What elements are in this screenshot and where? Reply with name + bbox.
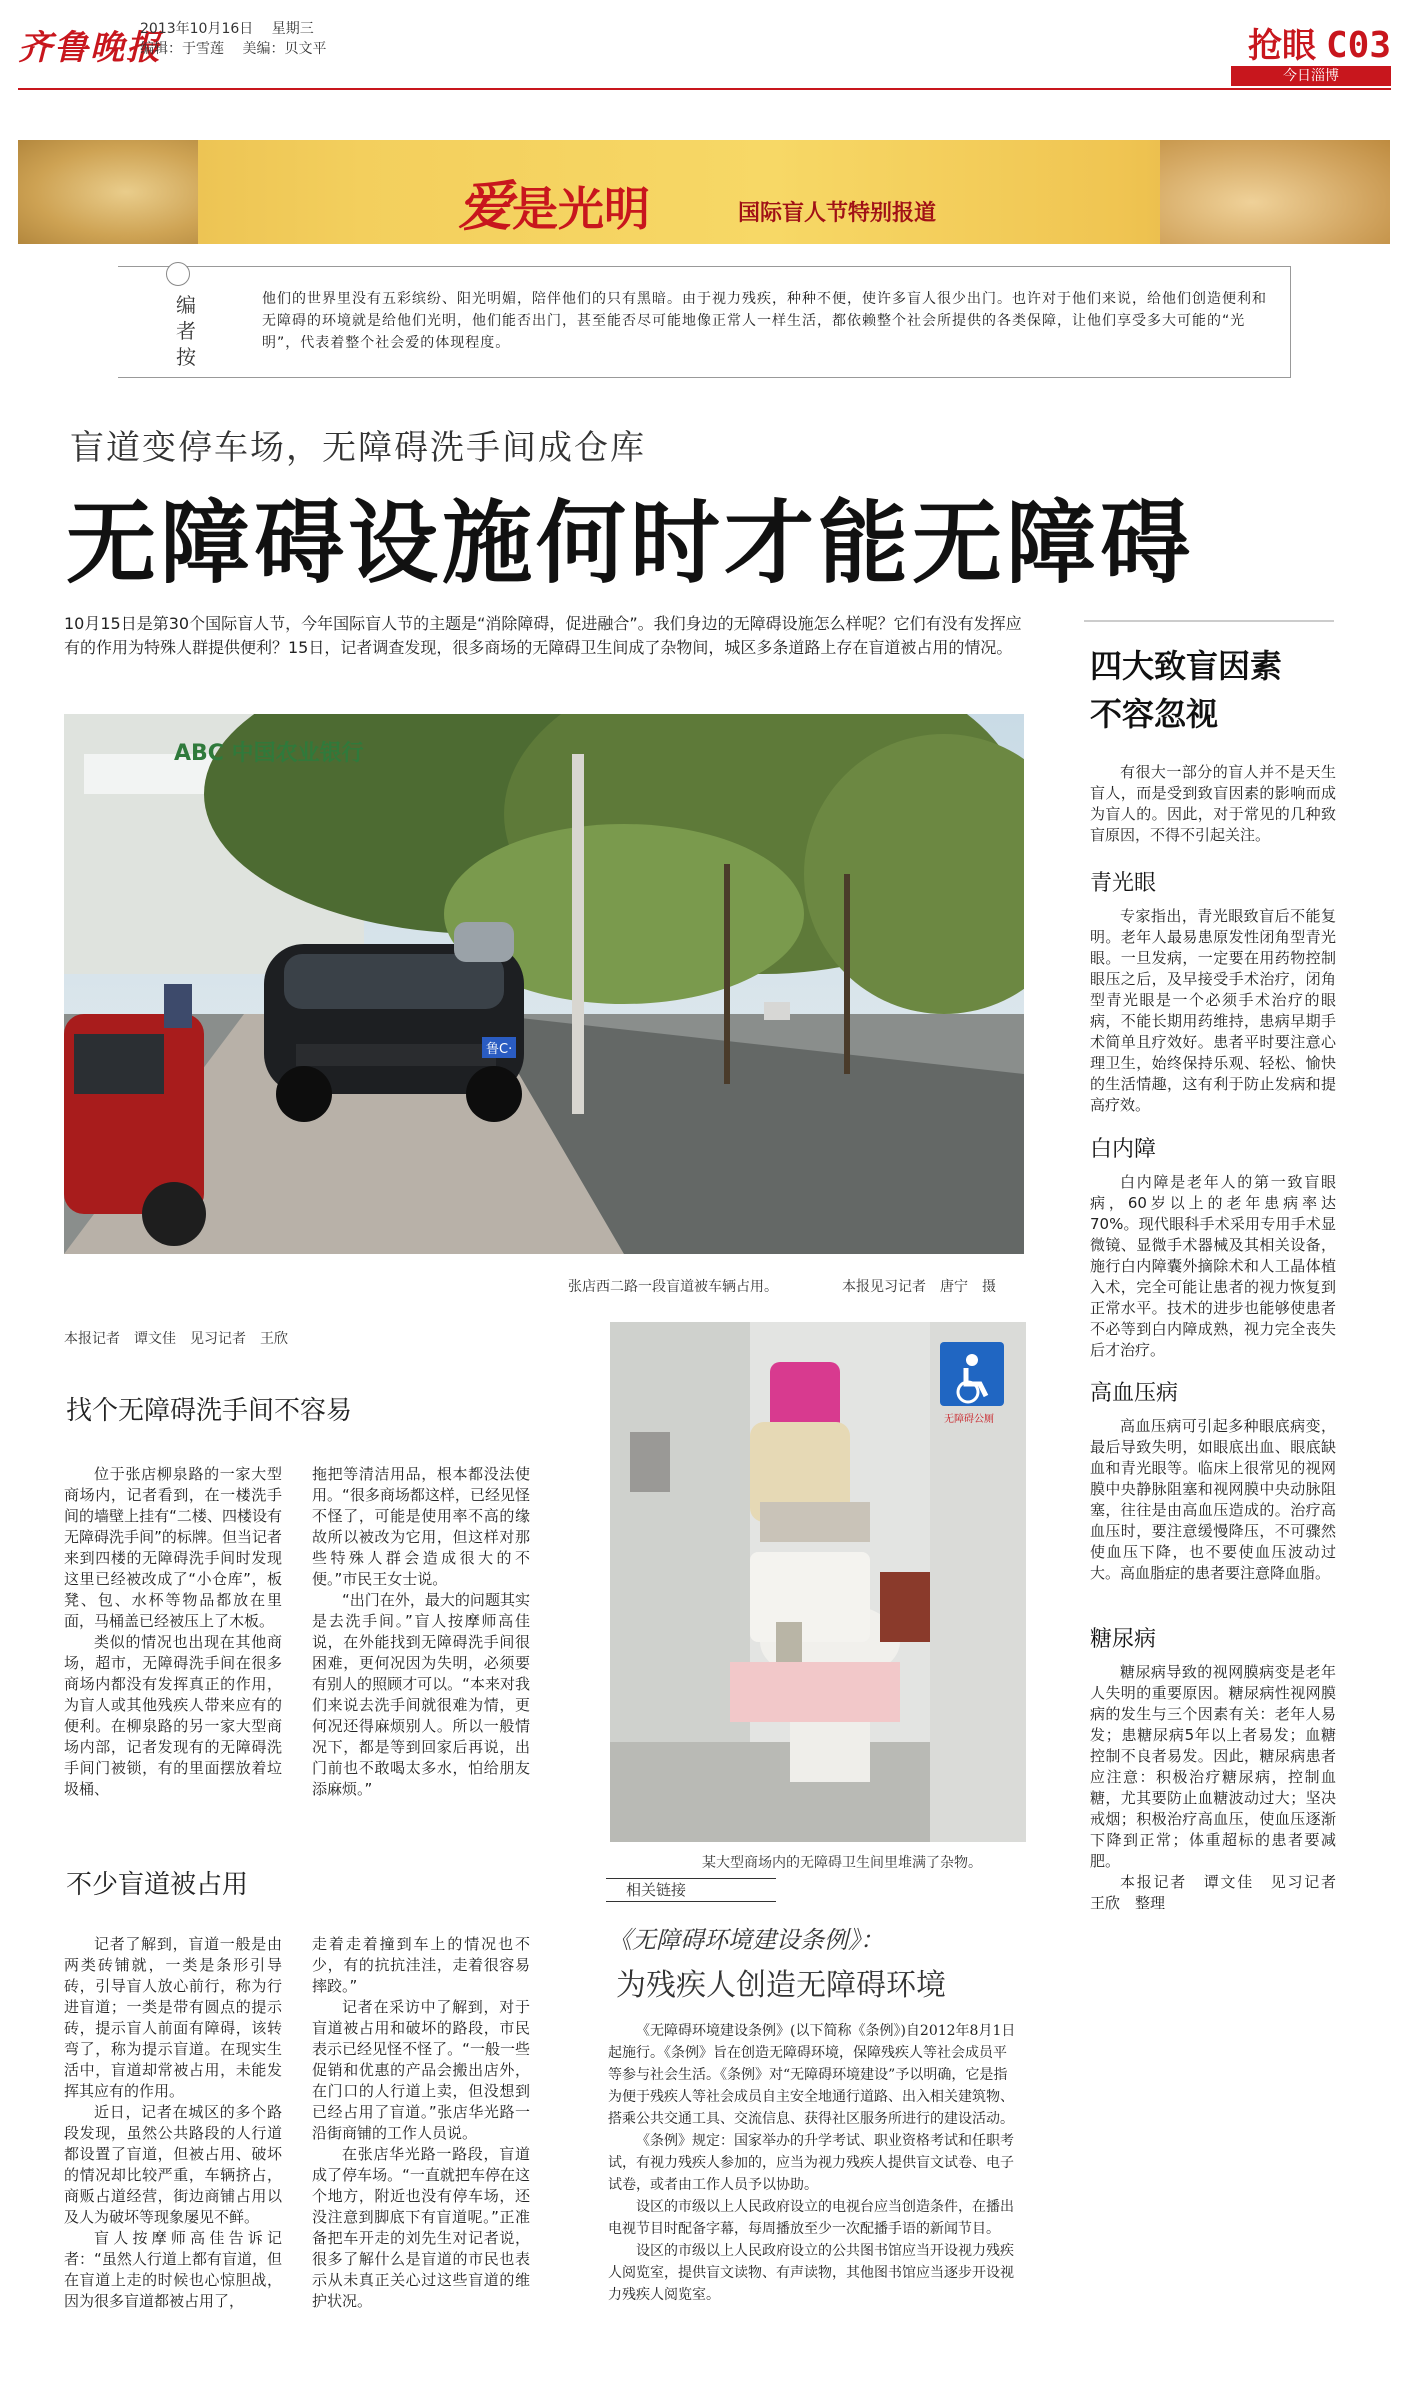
banner-title-rest: 是光明 [512,182,650,236]
subheading-restroom: 找个无障碍洗手间不容易 [66,1396,353,1426]
paragraph: 走着走着撞到车上的情况也不少，有的抗抗洼洼，走着很容易摔跤。” [312,1935,530,1995]
sidebar-heading-cataract: 白内障 [1090,1137,1157,1162]
paragraph: “出门在外，最大的问题其实是去洗手间。”盲人按摩师高佳说，在外能找到无障碍洗手间很困难，更何况因为失明，必须要有别人的照顾才可以。“本来对我们来说去洗手间就很难为情，更何况还得麻烦别人。所以一般情况下，都是等到回家后再说，出门前也不敢喝太多水，怕给朋友添麻烦。” [312,1591,530,1798]
paragraph: 记者在采访中了解到，对于盲道被占用和破坏的路段，市民表示已经见怪不怪了。“一般一些促销和优惠的产品会搬出店外，在门口的人行道上卖，但没想到已经占用了盲道。”张店华光路一沿街商铺的工作人员说。 [312,1998,530,2142]
staff-line [140,38,326,58]
paragraph: 位于张店柳泉路的一家大型商场内，记者看到，在一楼洗手间的墙壁上挂有“二楼、四楼设有无障碍洗手间”的标牌。但当记者来到四楼的无障碍洗手间时发现这里已经被改成了“小仓库”，板凳、包、水杯等物品都放在里面，马桶盖已经被压上了木板。 [64,1465,282,1630]
note-pin-icon [166,262,190,286]
banner-eye-image [18,140,198,244]
article-byline: 本报记者 谭文佳 见习记者 王欣 [64,1331,288,1347]
special-report-banner [18,140,1390,244]
editor-credit: 编辑：于雪莲 [140,41,224,57]
masthead-rule [18,88,1391,90]
paragraph: 近日，记者在城区的多个路段发现，虽然公共路段的人行道都设置了盲道，但被占用、破坏的情况却比较严重，车辆挤占，商贩占道经营，街边商铺占用以及人为破坏等现象屡见不鲜。 [64,2103,282,2226]
restroom-photo [610,1322,1026,1842]
sidebar-glaucoma-text [1090,906,1336,1116]
page-number: C03 [1325,25,1391,66]
article-lead: 10月15日是第30个国际盲人节，今年国际盲人节的主题是“消除障碍，促进融合”。我们身边的无障碍设施怎么样呢？它们有没有发挥应有的作用为特殊人群提供便利？15日，记者调查发现，很多商场的无障碍卫生间成了杂物间，城区多条道路上存在盲道被占用的情况。 [64,614,1022,657]
issue-date-line [140,18,314,38]
designer-credit: 美编：贝文平 [242,41,327,57]
license-plate: 鲁C· [482,1037,516,1058]
newspaper-logo: 齐鲁晚报 [18,28,162,68]
photo1-caption: 张店西二路一段盲道被车辆占用。 [568,1279,778,1295]
blind-path-column-1 [64,1934,282,2312]
blind-path-column-2 [312,1934,530,2312]
subheading-blind-path: 不少盲道被占用 [66,1870,249,1900]
sidebar-heading-hypertension: 高血压病 [1090,1381,1179,1406]
sidebar-title [1090,642,1282,738]
sidebar-byline: 本报记者 谭文佳 见习记者 王欣 整理 [1090,1873,1352,1912]
article-kicker: 盲道变停车场，无障碍洗手间成仓库 [70,428,646,468]
issue-date: 2013年10月16日 [140,21,254,37]
related-title-1: 《无障碍环境建设条例》： [608,1926,884,1954]
paragraph: 类似的情况也出现在其他商场，超市，无障碍洗手间在很多商场内都没有发挥真正的作用，为盲人或其他残疾人带来应有的便利。在柳泉路的另一家大型商场内部，记者发现有的无障碍洗手间门被锁，有的里面摆放着垃圾桶、 [64,1633,282,1798]
paragraph: 糖尿病导致的视网膜病变是老年人失明的重要原因。糖尿病性视网膜病的发生与三个因素有关：老年人易发；患糖尿病5年以上者易发；血糖控制不良者易发。因此，糖尿病患者应注意：积极治疗糖尿病，控制血糖，尤其要防止血糖波动过大；坚决戒烟；积极治疗高血压，使血压逐渐下降到正常；体重超标的患者要减肥。 [1090,1663,1336,1870]
paragraph: 《无障碍环境建设条例》(以下简称《条例》)自2012年8月1日起施行。《条例》旨在创造无障碍环境，保障残疾人等社会成员平等参与社会生活。《条例》对“无障碍环境建设”予以明确，它是指为便于残疾人等社会成员自主安全地通行道路、出入相关建筑物、搭乘公共交通工具、交流信息、获得社区服务所进行的建设活动。 [608,2023,1016,2127]
banner-hand-image [1160,140,1390,244]
street-photo-illustration [64,714,1024,1254]
sidebar-hypertension-text [1090,1416,1336,1584]
section-header [1248,18,1391,67]
photo2-caption: 某大型商场内的无障碍卫生间里堆满了杂物。 [702,1855,982,1871]
editor-note-text: 他们的世界里没有五彩缤纷、阳光明媚，陪伴他们的只有黑暗。由于视力残疾，种种不便，使许多盲人很少出门。也许对于他们来说，给他们创造便利和无障碍的环境就是给他们光明，他们能否出门，甚至能否尽可能地像正常人一样生活，都依赖整个社会所提供的各类保障，让他们享受多大可能的“光明”，代表着整个社会爱的体现程度。 [262,291,1267,351]
related-title-2: 为残疾人创造无障碍环境 [616,1968,946,2003]
editor-note-label: 编者按 [176,293,196,369]
section-subtitle: 今日淄博 [1231,66,1391,86]
banner-title [458,164,650,241]
article-headline: 无障碍设施何时才能无障碍 [66,491,1194,596]
sidebar-heading-glaucoma: 青光眼 [1090,871,1157,896]
sidebar-title-line1: 四大致盲因素 [1090,647,1283,685]
paragraph: 在张店华光路一路段，盲道成了停车场。“一直就把车停在这个地方，附近也没有停车场，还没注意到脚底下有盲道呢。”正准备把车开走的刘先生对记者说，很多了解什么是盲道的市民也表示从未真正关心过这些盲道的维护状况。 [312,2145,530,2310]
restroom-column-2 [312,1464,530,1800]
related-body [608,2020,1018,2306]
accessible-restroom-sign: 无障碍公厕 [944,1414,994,1425]
paragraph: 白内障是老年人的第一致盲眼病，60岁以上的老年患病率达70%。现代眼科手术采用专用手术显微镜、显微手术器械及其相关设备，施行白内障囊外摘除术和人工晶体植入术，完全可能让患者的视力恢复到正常水平。技术的进步也能够使患者不必等到白内障成熟，视力完全丧失后才治疗。 [1090,1173,1336,1359]
related-link-tag: 相关链接 [606,1878,776,1902]
paragraph: 盲人按摩师高佳告诉记者：“虽然人行道上都有盲道，但在盲道上走的时候也心惊胆战，因为很多盲道都被占用了， [64,2229,282,2310]
sidebar-rule [1084,620,1334,622]
paragraph: 拖把等清洁用品，根本都没法使用。“很多商场都这样，已经见怪不怪了，可能是使用率不高的缘故所以被改为它用，但这样对那些特殊人群会造成很大的不便。”市民王女士说。 [312,1465,530,1588]
sidebar-intro [1090,762,1336,846]
sidebar-cataract-text [1090,1172,1336,1361]
editor-note-tag [118,262,218,380]
paragraph: 设区的市级以上人民政府设立的电视台应当创造条件，在播出电视节目时配备字幕，每周播放至少一次配播手语的新闻节目。 [608,2199,1014,2237]
sidebar-title-line2: 不容忽视 [1090,695,1219,733]
street-photo [64,714,1024,1254]
banner-subtitle: 国际盲人节特别报道 [738,201,937,226]
photo1-credit: 本报见习记者 唐宁 摄 [842,1279,996,1295]
paragraph: 高血压病可引起多种眼底病变，最后导致失明，如眼底出血、眼底缺血和青光眼等。临床上很常见的视网膜中央静脉阻塞和视网膜中央动脉阻塞，往往是由高血压造成的。治疗高血压时，要注意缓慢降压，不可骤然使血压下降，也不要使血压波动过大。高血脂症的患者要注意降血脂。 [1090,1417,1336,1582]
section-name: 抢眼 [1247,26,1316,66]
paragraph: 记者了解到，盲道一般是由两类砖铺就，一类是条形引导砖，引导盲人放心前行，称为行进盲道；一类是带有圆点的提示砖，提示盲人前面有障碍，该转弯了，称为提示盲道。在现实生活中，盲道却常被占用，未能发挥其应有的作用。 [64,1935,282,2100]
sidebar-diabetes-text [1090,1662,1352,1914]
restroom-column-1 [64,1464,282,1800]
issue-weekday: 星期三 [271,21,314,37]
paragraph: 《条例》规定：国家举办的升学考试、职业资格考试和任职考试，有视力残疾人参加的，应当为视力残疾人提供盲文试卷、电子试卷，或者由工作人员予以协助。 [608,2133,1014,2193]
bank-sign: ABC 中国农业银行 [174,741,364,766]
restroom-photo-illustration [610,1322,1026,1842]
paragraph: 专家指出，青光眼致盲后不能复明。老年人最易患原发性闭角型青光眼。一旦发病，一定要在用药物控制眼压之后，及早接受手术治疗，闭角型青光眼是一个必须手术治疗的眼病，不能长期用药维持，患病早期手术简单且疗效好。患者平时要注意心理卫生，始终保持乐观、轻松、愉快的生活情趣，这有利于防止发病和提高疗效。 [1090,907,1336,1114]
paragraph: 设区的市级以上人民政府设立的公共图书馆应当开设视力残疾人阅览室，提供盲文读物、有声读物，其他图书馆应当逐步开设视力残疾人阅览室。 [608,2243,1014,2303]
paragraph: 有很大一部分的盲人并不是天生盲人，而是受到致盲因素的影响而成为盲人的。因此，对于常见的几种致盲原因，不得不引起关注。 [1090,763,1336,844]
sidebar-heading-diabetes: 糖尿病 [1090,1627,1157,1652]
banner-love-char: 爱 [458,174,512,238]
